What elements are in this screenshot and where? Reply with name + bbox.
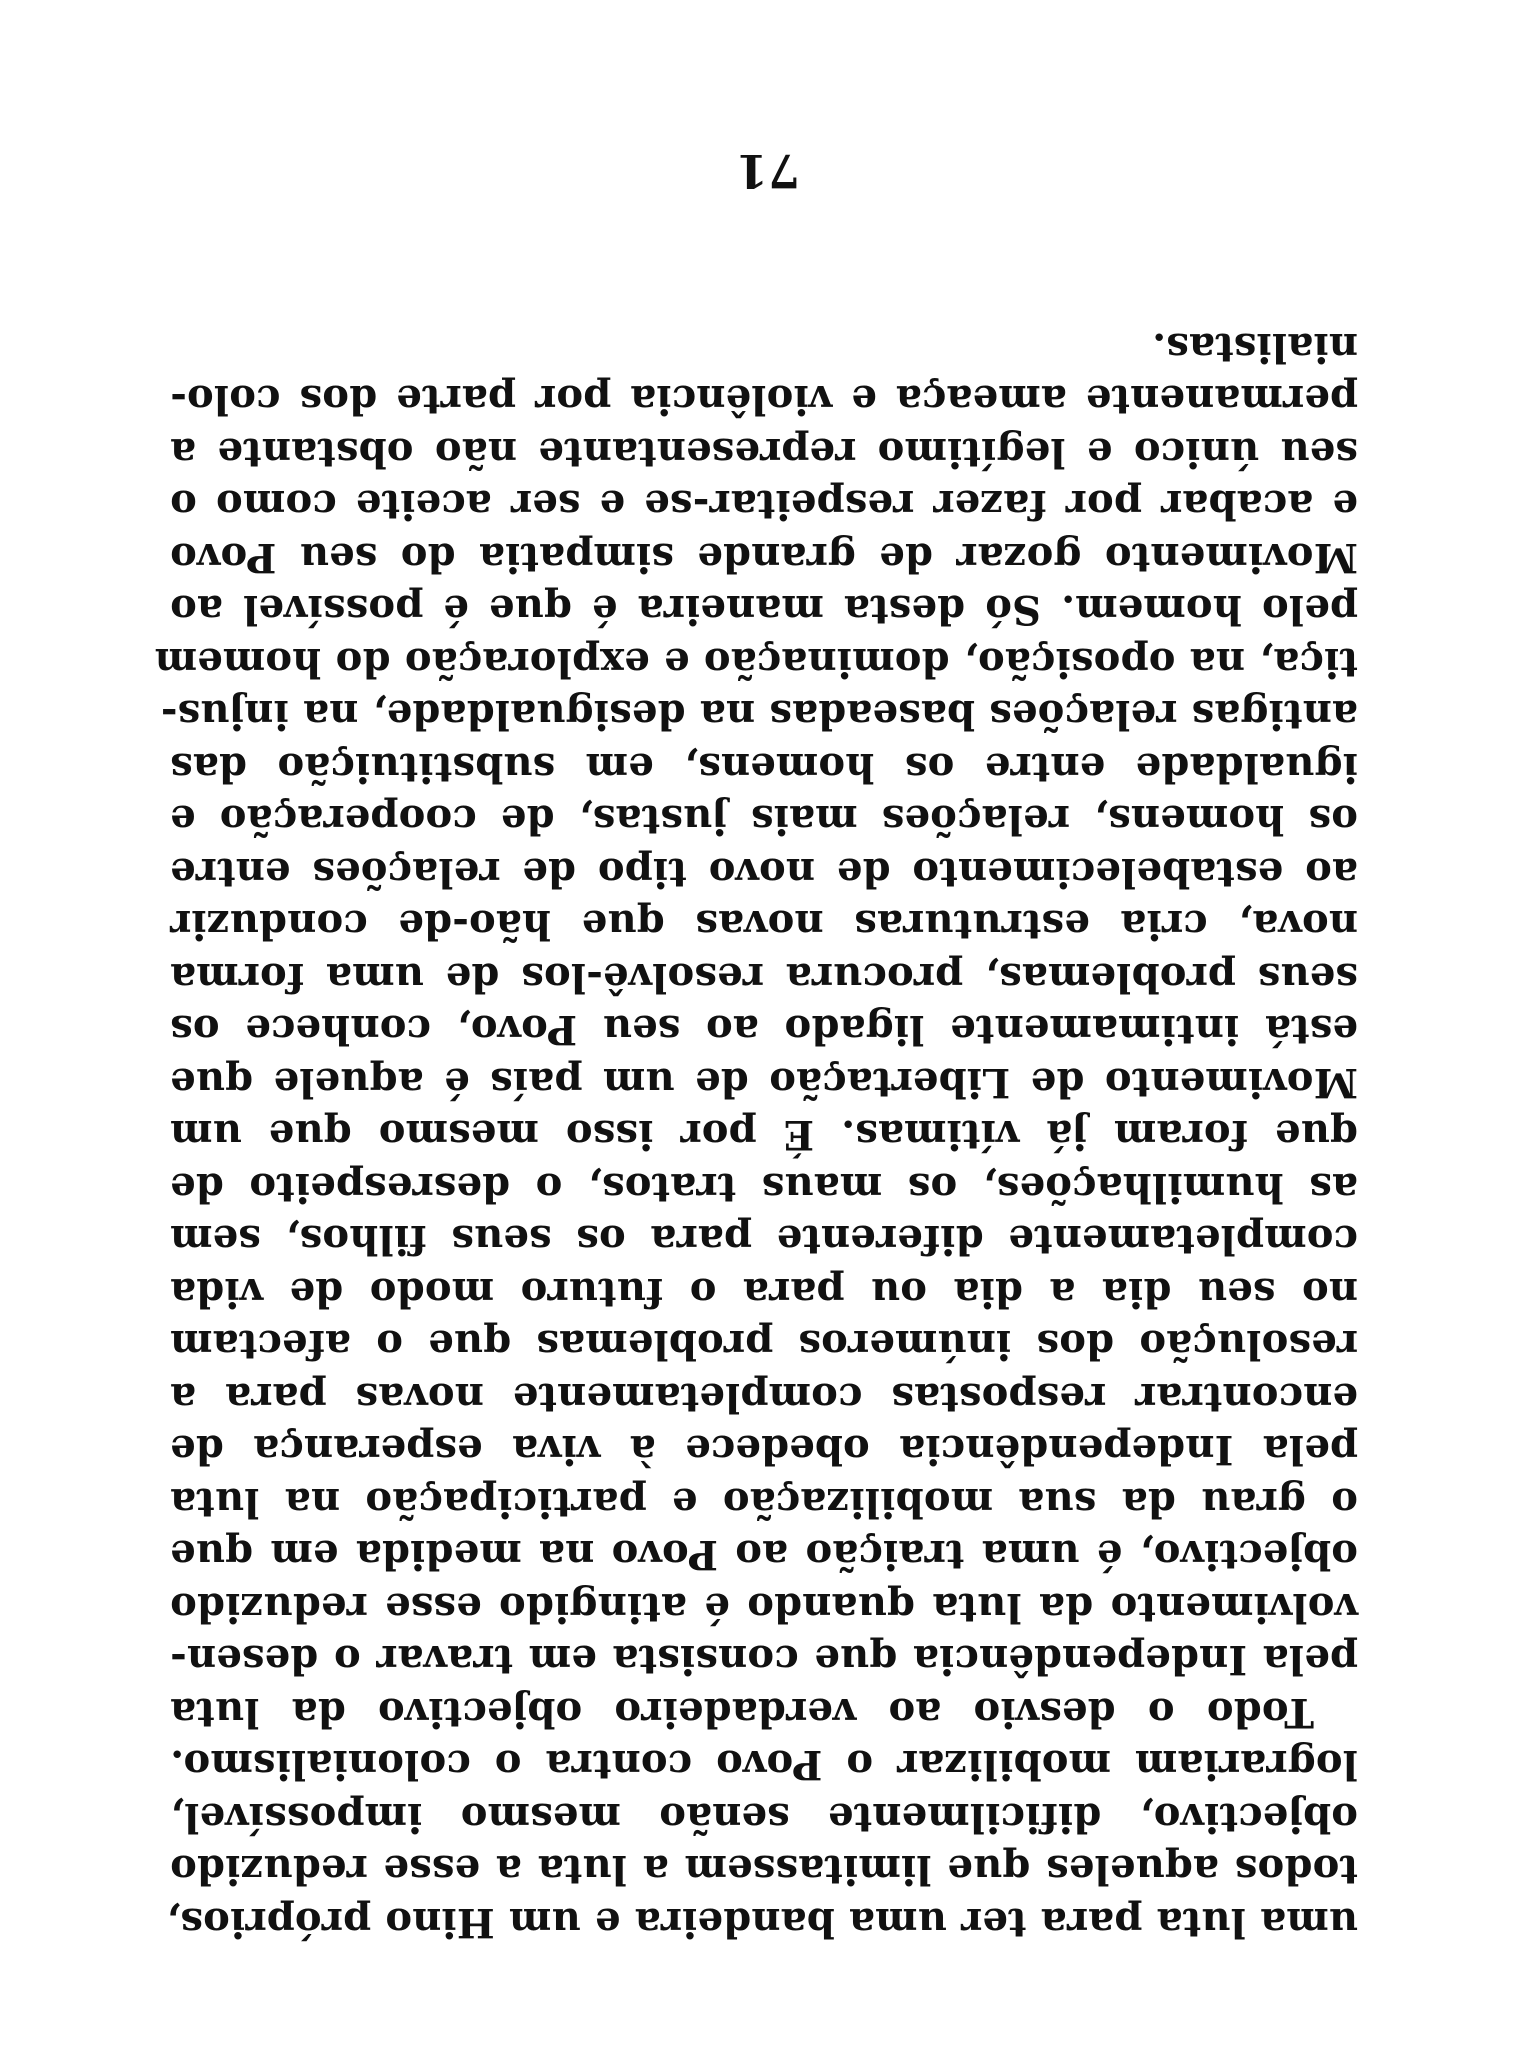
text-line: antigas relações baseadas na desigualdade, na injus- xyxy=(160,691,1358,739)
text-line: nova, cria estruturas novas que hão-de conduzir xyxy=(170,901,1358,949)
text-line: resolução dos inúmeros problemas que o afectam xyxy=(170,1321,1358,1369)
text-line: as humilhações, os maus tratos, o desrespeito de xyxy=(170,1164,1358,1211)
text-line: Movimento gozar de grande simpatia do seu Povo xyxy=(170,534,1358,581)
text-line: completamente diferente para os seus filhos, sem xyxy=(170,1216,1358,1264)
text-line: seu único e legítimo representante não obstante a xyxy=(170,429,1358,476)
text-line: uma luta para ter uma bandeira e um Hino próprios, xyxy=(166,1899,1358,1946)
text-line: seus problemas, procura resolvê-los de uma forma xyxy=(170,954,1358,1001)
text-line: o grau da sua mobilização e participação na luta xyxy=(170,1479,1358,1526)
text-line: todos aqueles que limitassem a luta a esse reduzido xyxy=(170,1846,1358,1894)
text-line: Movimento de Libertação de um país é aquele que xyxy=(170,1059,1358,1106)
page-text xyxy=(154,321,1358,1949)
text-line: encontrar respostas completamente novas para a xyxy=(170,1374,1358,1421)
text-line: pela Independência que consista em travar o desen- xyxy=(170,1636,1358,1684)
text-line: ao estabelecimento de novo tipo de relações entre xyxy=(170,849,1358,896)
text-line: pelo homem. Só desta maneira é que é possível ao xyxy=(170,586,1358,634)
text-line: nialistas. xyxy=(1152,324,1358,371)
paragraph-start-line: Todo o desvio ao verdadeiro objectivo da luta xyxy=(170,1689,1314,1736)
text-line: os homens, relações mais justas, de cooperação e xyxy=(170,796,1358,844)
text-line: objectivo, dificilmente senão mesmo impossível, xyxy=(170,1794,1358,1841)
text-line: está intimamente ligado ao seu Povo, conhece os xyxy=(170,1006,1358,1054)
page-number: 71 xyxy=(736,144,801,198)
text-line: lograriam mobilizar o Povo contra o colonialismo. xyxy=(170,1741,1358,1789)
text-line: tiça, na oposição, dominação e exploração do homem xyxy=(154,639,1358,686)
text-line: no seu dia a dia ou para o futuro modo de vida xyxy=(170,1269,1358,1316)
text-line: pela Independência obedece à viva esperança de xyxy=(170,1426,1358,1474)
text-line: permanente ameaça e violência por parte dos colo- xyxy=(170,376,1358,424)
text-line: que foram já vítimas. É por isso mesmo que um xyxy=(170,1111,1358,1159)
text-line: igualdade entre os homens, em substituição das xyxy=(170,744,1358,791)
text-line: objectivo, é uma traição ao Povo na medida em que xyxy=(170,1531,1358,1579)
text-line: e acabar por fazer respeitar-se e ser aceite como o xyxy=(170,481,1358,529)
text-line: volvimento da luta quando é atingido esse reduzido xyxy=(170,1584,1358,1631)
